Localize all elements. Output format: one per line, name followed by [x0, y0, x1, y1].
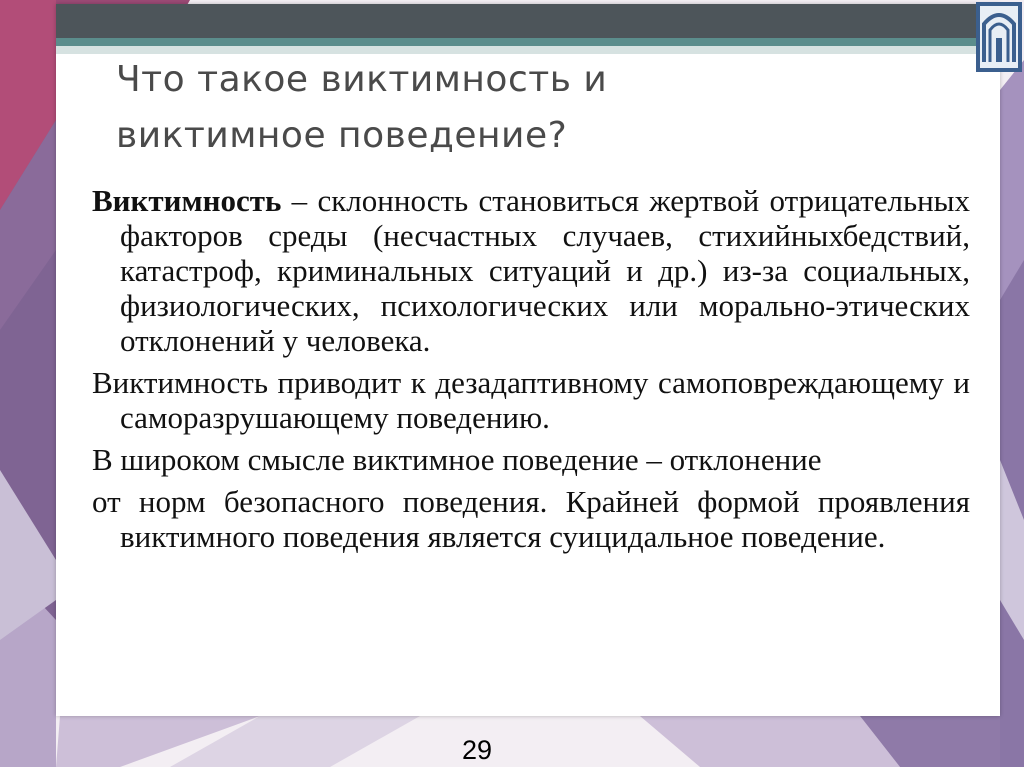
- logo-icon: [976, 2, 1022, 72]
- paragraph-broad-sense: В широком смысле виктимное поведение – отклонение: [92, 442, 822, 477]
- slide-body: [92, 183, 970, 561]
- paragraph-extreme-form: от норм безопасного поведения. Крайней формой проявления виктимного поведения является суицидальное поведение.: [92, 484, 970, 554]
- definition-text: – склонность становиться жертвой отрицательных факторов среды (несчастных случаев, стихийныхбедствий, катастроф, криминальных ситуаций и др.) из-за социальных, физиологических, психологических или морально-этических отклонений у человека.: [120, 183, 970, 358]
- slide-title-line-1: Что такое виктимность и: [116, 59, 608, 100]
- paragraph-definition: [92, 183, 970, 358]
- slide-title: [116, 52, 936, 164]
- term-victimity: Виктимность: [92, 183, 282, 218]
- slide-title-line-2: виктимное поведение?: [116, 115, 568, 156]
- header-bar: [56, 4, 1000, 38]
- paragraph-consequence: Виктимность приводит к дезадаптивному самоповреждающему и саморазрушающему поведению.: [92, 365, 970, 435]
- header-stripe-teal: [56, 38, 1000, 46]
- page-number: 29: [462, 735, 493, 765]
